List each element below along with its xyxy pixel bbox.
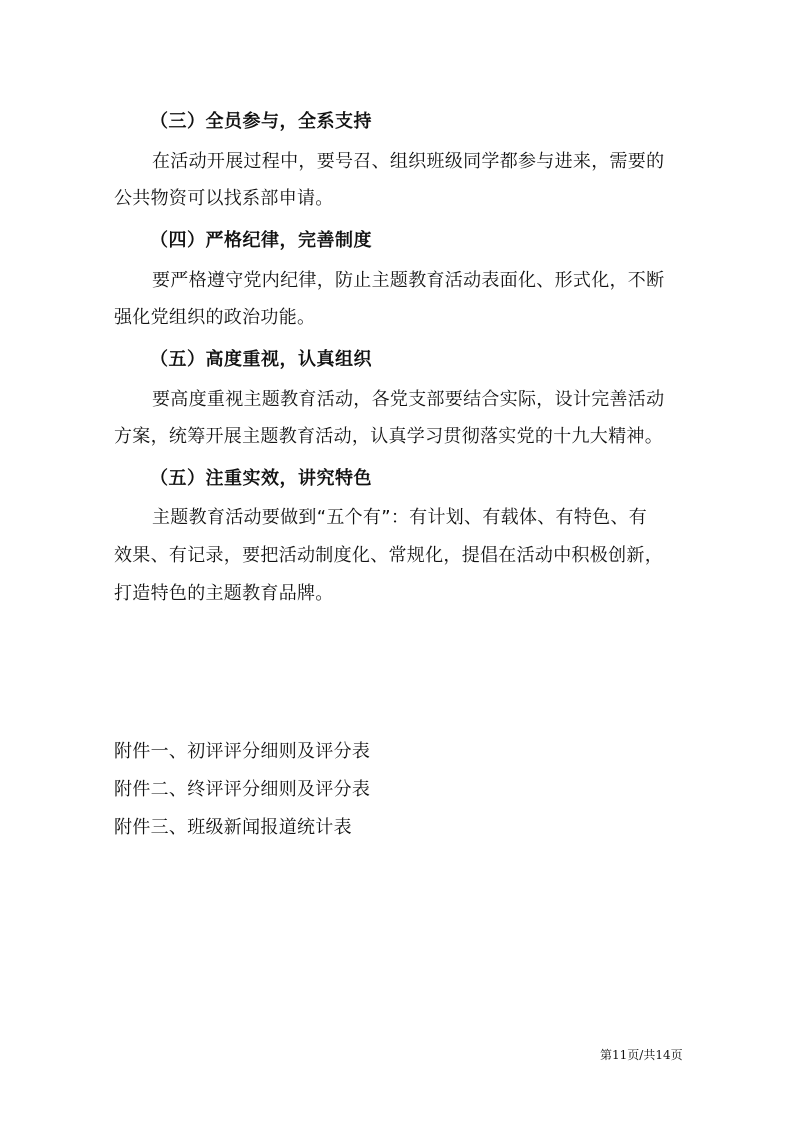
page-number: 第11页/共14页 xyxy=(600,1048,683,1062)
section-heading: （三）全员参与，全系支持 xyxy=(150,111,372,132)
paragraph-line: 要高度重视主题教育活动，各党支部要结合实际，设计完善活动 xyxy=(152,389,665,410)
section-heading: （五）高度重视，认真组织 xyxy=(150,349,372,370)
paragraph-line: 方案，统筹开展主题教育活动，认真学习贯彻落实党的十九大精神。 xyxy=(114,426,663,447)
paragraph-line: 要严格遵守党内纪律，防止主题教育活动表面化、形式化，不断 xyxy=(152,270,665,291)
paragraph-line: 效果、有记录，要把活动制度化、常规化，提倡在活动中积极创新， xyxy=(114,545,663,566)
attachment-item: 附件一、初评评分细则及评分表 xyxy=(114,741,371,762)
paragraph-line: 公共物资可以找系部申请。 xyxy=(114,188,334,209)
paragraph-line: 打造特色的主题教育品牌。 xyxy=(114,583,334,604)
section-heading: （四）严格纪律，完善制度 xyxy=(150,230,372,251)
paragraph-line: 强化党组织的政治功能。 xyxy=(114,307,316,328)
attachment-item: 附件三、班级新闻报道统计表 xyxy=(114,817,352,838)
paragraph-line: 主题教育活动要做到“五个有”：有计划、有载体、有特色、有 xyxy=(152,507,648,528)
attachment-item: 附件二、终评评分细则及评分表 xyxy=(114,779,371,800)
paragraph-line: 在活动开展过程中，要号召、组织班级同学都参与进来，需要的 xyxy=(152,151,665,172)
section-heading: （五）注重实效，讲究特色 xyxy=(150,468,372,489)
